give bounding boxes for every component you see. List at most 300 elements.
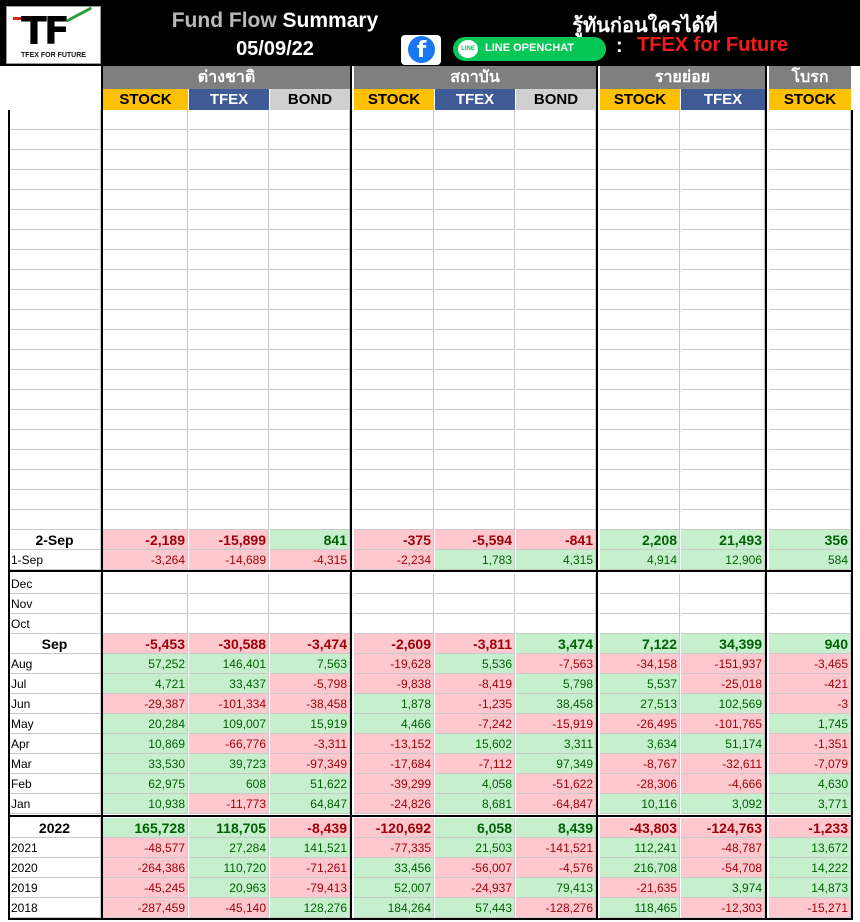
value-cell bbox=[189, 150, 269, 170]
value-cell bbox=[516, 614, 596, 634]
value-cell: 10,938 bbox=[103, 794, 188, 814]
row-label: 1-Sep bbox=[9, 550, 101, 570]
value-cell bbox=[354, 614, 434, 634]
value-cell: 3,474 bbox=[516, 634, 596, 654]
row-label bbox=[9, 230, 101, 250]
table-row bbox=[0, 654, 860, 674]
value-cell bbox=[600, 574, 680, 594]
value-cell bbox=[435, 130, 515, 150]
table-row bbox=[0, 794, 860, 814]
value-cell: -2,234 bbox=[354, 550, 434, 570]
value-cell: -5,594 bbox=[435, 530, 515, 550]
value-cell bbox=[354, 470, 434, 490]
value-cell: 7,122 bbox=[600, 634, 680, 654]
value-cell bbox=[189, 490, 269, 510]
value-cell bbox=[354, 430, 434, 450]
table-edge bbox=[8, 110, 10, 918]
value-cell bbox=[189, 574, 269, 594]
empty-row bbox=[0, 210, 860, 230]
value-cell bbox=[516, 310, 596, 330]
empty-row bbox=[0, 510, 860, 530]
tf-logo bbox=[6, 6, 101, 64]
value-cell bbox=[681, 250, 765, 270]
value-cell: -4,315 bbox=[270, 550, 350, 570]
value-cell bbox=[189, 110, 269, 130]
brand-name: TFEX for Future bbox=[637, 34, 789, 56]
value-cell: 1,878 bbox=[354, 694, 434, 714]
header-bar bbox=[0, 0, 860, 66]
value-cell bbox=[354, 510, 434, 530]
value-cell bbox=[103, 130, 188, 150]
value-cell bbox=[435, 350, 515, 370]
value-cell bbox=[681, 490, 765, 510]
row-label: Nov bbox=[9, 594, 101, 614]
value-cell: 3,092 bbox=[681, 794, 765, 814]
value-cell bbox=[270, 210, 350, 230]
value-cell bbox=[354, 290, 434, 310]
value-cell: 128,276 bbox=[270, 898, 350, 918]
table-row bbox=[0, 754, 860, 774]
value-cell: 33,437 bbox=[189, 674, 269, 694]
value-cell: 15,919 bbox=[270, 714, 350, 734]
value-cell: 110,720 bbox=[189, 858, 269, 878]
value-cell bbox=[354, 574, 434, 594]
value-cell bbox=[103, 614, 188, 634]
table-row bbox=[0, 734, 860, 754]
value-cell bbox=[769, 594, 851, 614]
row-label bbox=[9, 130, 101, 150]
value-cell: 3,974 bbox=[681, 878, 765, 898]
line-icon: LINE bbox=[458, 40, 478, 58]
value-cell bbox=[681, 450, 765, 470]
value-cell bbox=[769, 190, 851, 210]
value-cell: -56,007 bbox=[435, 858, 515, 878]
value-cell bbox=[681, 350, 765, 370]
value-cell: -8,419 bbox=[435, 674, 515, 694]
value-cell: 21,493 bbox=[681, 530, 765, 550]
value-cell bbox=[516, 290, 596, 310]
value-cell: 97,349 bbox=[516, 754, 596, 774]
value-cell bbox=[600, 490, 680, 510]
value-cell: -2,189 bbox=[103, 530, 188, 550]
row-label bbox=[9, 150, 101, 170]
value-cell: -24,937 bbox=[435, 878, 515, 898]
row-label bbox=[9, 170, 101, 190]
row-label: 2021 bbox=[9, 838, 101, 858]
value-cell: -54,708 bbox=[681, 858, 765, 878]
value-cell bbox=[681, 410, 765, 430]
value-cell bbox=[769, 130, 851, 150]
value-cell bbox=[103, 574, 188, 594]
value-cell bbox=[435, 390, 515, 410]
title-part-1: Fund Flow bbox=[171, 9, 277, 32]
value-cell: 21,503 bbox=[435, 838, 515, 858]
value-cell bbox=[103, 390, 188, 410]
value-cell: 4,315 bbox=[516, 550, 596, 570]
value-cell bbox=[516, 450, 596, 470]
value-cell bbox=[516, 230, 596, 250]
section-divider bbox=[8, 570, 853, 572]
value-cell bbox=[435, 270, 515, 290]
value-cell: 34,399 bbox=[681, 634, 765, 654]
value-cell: -3,311 bbox=[270, 734, 350, 754]
value-cell bbox=[103, 594, 188, 614]
value-cell: -7,563 bbox=[516, 654, 596, 674]
row-label bbox=[9, 410, 101, 430]
value-cell: 33,456 bbox=[354, 858, 434, 878]
value-cell bbox=[516, 574, 596, 594]
value-cell bbox=[600, 470, 680, 490]
value-cell bbox=[189, 190, 269, 210]
value-cell bbox=[681, 574, 765, 594]
value-cell bbox=[435, 510, 515, 530]
value-cell bbox=[516, 350, 596, 370]
row-label bbox=[9, 210, 101, 230]
section-divider bbox=[8, 918, 853, 920]
value-cell bbox=[354, 310, 434, 330]
value-cell: 7,563 bbox=[270, 654, 350, 674]
table-row bbox=[0, 878, 860, 898]
value-cell bbox=[270, 370, 350, 390]
value-cell: 27,284 bbox=[189, 838, 269, 858]
value-cell bbox=[516, 150, 596, 170]
value-cell: -375 bbox=[354, 530, 434, 550]
value-cell bbox=[189, 614, 269, 634]
value-cell bbox=[769, 150, 851, 170]
value-cell: -45,140 bbox=[189, 898, 269, 918]
value-cell bbox=[769, 370, 851, 390]
line-openchat-link[interactable] bbox=[453, 37, 606, 61]
value-cell bbox=[769, 110, 851, 130]
value-cell: -97,349 bbox=[270, 754, 350, 774]
value-cell bbox=[681, 330, 765, 350]
value-cell bbox=[103, 350, 188, 370]
value-cell: -5,798 bbox=[270, 674, 350, 694]
value-cell: 608 bbox=[189, 774, 269, 794]
value-cell bbox=[270, 190, 350, 210]
table-row bbox=[0, 674, 860, 694]
value-cell bbox=[769, 330, 851, 350]
value-cell: -79,413 bbox=[270, 878, 350, 898]
value-cell bbox=[435, 470, 515, 490]
value-cell bbox=[103, 510, 188, 530]
value-cell bbox=[189, 250, 269, 270]
value-cell: -48,787 bbox=[681, 838, 765, 858]
value-cell: 5,798 bbox=[516, 674, 596, 694]
value-cell bbox=[435, 250, 515, 270]
row-label bbox=[9, 470, 101, 490]
value-cell bbox=[600, 170, 680, 190]
value-cell: -71,261 bbox=[270, 858, 350, 878]
value-cell bbox=[769, 350, 851, 370]
column-header-bond: BOND bbox=[516, 89, 596, 110]
value-cell bbox=[600, 110, 680, 130]
value-cell bbox=[769, 210, 851, 230]
value-cell bbox=[354, 370, 434, 390]
value-cell bbox=[600, 290, 680, 310]
value-cell: -26,495 bbox=[600, 714, 680, 734]
value-cell: -2,609 bbox=[354, 634, 434, 654]
value-cell bbox=[600, 130, 680, 150]
group-divider bbox=[596, 66, 598, 918]
value-cell: -3 bbox=[769, 694, 851, 714]
value-cell: 940 bbox=[769, 634, 851, 654]
value-cell bbox=[103, 110, 188, 130]
empty-row bbox=[0, 330, 860, 350]
value-cell bbox=[769, 410, 851, 430]
value-cell bbox=[354, 350, 434, 370]
value-cell: 64,847 bbox=[270, 794, 350, 814]
value-cell: 51,174 bbox=[681, 734, 765, 754]
row-label: Apr bbox=[9, 734, 101, 754]
table-row bbox=[0, 774, 860, 794]
value-cell bbox=[270, 130, 350, 150]
value-cell bbox=[435, 170, 515, 190]
value-cell: 1,745 bbox=[769, 714, 851, 734]
value-cell bbox=[600, 430, 680, 450]
value-cell bbox=[435, 110, 515, 130]
value-cell bbox=[681, 170, 765, 190]
value-cell bbox=[769, 230, 851, 250]
value-cell: 20,963 bbox=[189, 878, 269, 898]
value-cell: -48,577 bbox=[103, 838, 188, 858]
value-cell bbox=[516, 390, 596, 410]
value-cell: -421 bbox=[769, 674, 851, 694]
value-cell: -7,079 bbox=[769, 754, 851, 774]
value-cell bbox=[600, 230, 680, 250]
value-cell: -32,611 bbox=[681, 754, 765, 774]
value-cell bbox=[600, 310, 680, 330]
value-cell bbox=[769, 170, 851, 190]
group-header: โบรก bbox=[769, 66, 851, 89]
value-cell bbox=[769, 310, 851, 330]
value-cell: -287,459 bbox=[103, 898, 188, 918]
value-cell: -3,465 bbox=[769, 654, 851, 674]
value-cell: 841 bbox=[270, 530, 350, 550]
row-label bbox=[9, 250, 101, 270]
value-cell bbox=[600, 190, 680, 210]
value-cell bbox=[270, 594, 350, 614]
empty-row bbox=[0, 170, 860, 190]
slogan: รู้ทันก่อนใครได้ที่ bbox=[572, 15, 718, 37]
value-cell: 4,466 bbox=[354, 714, 434, 734]
value-cell: -3,474 bbox=[270, 634, 350, 654]
value-cell: 57,443 bbox=[435, 898, 515, 918]
value-cell: -101,765 bbox=[681, 714, 765, 734]
value-cell bbox=[769, 490, 851, 510]
empty-row bbox=[0, 190, 860, 210]
value-cell bbox=[600, 510, 680, 530]
value-cell bbox=[681, 594, 765, 614]
value-cell: -264,386 bbox=[103, 858, 188, 878]
column-header-bond: BOND bbox=[270, 89, 350, 110]
group-header: สถาบัน bbox=[354, 66, 596, 89]
value-cell bbox=[516, 330, 596, 350]
column-header-tfex: TFEX bbox=[681, 89, 765, 110]
value-cell: -38,458 bbox=[270, 694, 350, 714]
value-cell bbox=[354, 390, 434, 410]
value-cell: -14,689 bbox=[189, 550, 269, 570]
column-header-stock: STOCK bbox=[769, 89, 851, 110]
value-cell bbox=[769, 470, 851, 490]
value-cell bbox=[600, 330, 680, 350]
value-cell: -1,235 bbox=[435, 694, 515, 714]
value-cell: 6,058 bbox=[435, 818, 515, 838]
value-cell bbox=[435, 594, 515, 614]
value-cell: -7,112 bbox=[435, 754, 515, 774]
value-cell bbox=[681, 270, 765, 290]
value-cell bbox=[103, 490, 188, 510]
value-cell bbox=[516, 510, 596, 530]
value-cell bbox=[270, 250, 350, 270]
value-cell bbox=[103, 410, 188, 430]
value-cell bbox=[681, 190, 765, 210]
value-cell: 4,630 bbox=[769, 774, 851, 794]
value-cell bbox=[769, 250, 851, 270]
value-cell bbox=[681, 370, 765, 390]
empty-row bbox=[0, 310, 860, 330]
value-cell: -66,776 bbox=[189, 734, 269, 754]
value-cell bbox=[600, 150, 680, 170]
value-cell bbox=[769, 430, 851, 450]
value-cell: 5,537 bbox=[600, 674, 680, 694]
value-cell bbox=[270, 330, 350, 350]
value-cell bbox=[189, 210, 269, 230]
value-cell bbox=[270, 614, 350, 634]
value-cell: 79,413 bbox=[516, 878, 596, 898]
value-cell: 39,723 bbox=[189, 754, 269, 774]
value-cell: 13,672 bbox=[769, 838, 851, 858]
value-cell: 33,530 bbox=[103, 754, 188, 774]
empty-row bbox=[0, 150, 860, 170]
value-cell bbox=[189, 370, 269, 390]
value-cell bbox=[435, 310, 515, 330]
row-label: Feb bbox=[9, 774, 101, 794]
value-cell bbox=[189, 290, 269, 310]
value-cell bbox=[769, 450, 851, 470]
row-label bbox=[9, 350, 101, 370]
empty-row bbox=[0, 270, 860, 290]
value-cell: -841 bbox=[516, 530, 596, 550]
value-cell bbox=[103, 470, 188, 490]
value-cell bbox=[354, 270, 434, 290]
empty-row bbox=[0, 430, 860, 450]
value-cell: -45,245 bbox=[103, 878, 188, 898]
value-cell bbox=[600, 210, 680, 230]
value-cell bbox=[354, 150, 434, 170]
value-cell: -12,303 bbox=[681, 898, 765, 918]
value-cell bbox=[189, 594, 269, 614]
value-cell: -17,684 bbox=[354, 754, 434, 774]
value-cell: 109,007 bbox=[189, 714, 269, 734]
row-label bbox=[9, 110, 101, 130]
value-cell bbox=[189, 450, 269, 470]
facebook-link[interactable] bbox=[401, 35, 441, 65]
value-cell bbox=[189, 470, 269, 490]
value-cell: 1,783 bbox=[435, 550, 515, 570]
column-header-stock: STOCK bbox=[103, 89, 188, 110]
row-label bbox=[9, 270, 101, 290]
value-cell bbox=[103, 190, 188, 210]
row-label: May bbox=[9, 714, 101, 734]
value-cell: -4,576 bbox=[516, 858, 596, 878]
value-cell bbox=[769, 390, 851, 410]
value-cell bbox=[270, 170, 350, 190]
section-divider bbox=[8, 815, 853, 817]
row-label: 2022 bbox=[9, 818, 101, 838]
value-cell bbox=[354, 330, 434, 350]
value-cell bbox=[435, 430, 515, 450]
value-cell bbox=[681, 130, 765, 150]
value-cell bbox=[354, 190, 434, 210]
value-cell bbox=[435, 330, 515, 350]
row-label: Oct bbox=[9, 614, 101, 634]
value-cell bbox=[516, 190, 596, 210]
empty-row bbox=[0, 490, 860, 510]
value-cell bbox=[600, 390, 680, 410]
report-date: 05/09/22 bbox=[236, 38, 314, 60]
value-cell bbox=[189, 510, 269, 530]
value-cell bbox=[270, 510, 350, 530]
value-cell: -3,264 bbox=[103, 550, 188, 570]
value-cell: -4,666 bbox=[681, 774, 765, 794]
value-cell bbox=[600, 594, 680, 614]
value-cell: -25,018 bbox=[681, 674, 765, 694]
value-cell bbox=[516, 170, 596, 190]
value-cell: 10,116 bbox=[600, 794, 680, 814]
value-cell bbox=[354, 230, 434, 250]
title-part-2: Summary bbox=[282, 9, 379, 32]
table-row bbox=[0, 634, 860, 654]
value-cell: 51,622 bbox=[270, 774, 350, 794]
value-cell bbox=[600, 614, 680, 634]
value-cell: -51,622 bbox=[516, 774, 596, 794]
empty-row bbox=[0, 230, 860, 250]
row-label: 2018 bbox=[9, 898, 101, 918]
value-cell: 216,708 bbox=[600, 858, 680, 878]
value-cell: -34,158 bbox=[600, 654, 680, 674]
value-cell: 102,569 bbox=[681, 694, 765, 714]
row-label: Sep bbox=[9, 634, 101, 654]
value-cell: -5,453 bbox=[103, 634, 188, 654]
brand-separator: : bbox=[616, 35, 623, 57]
group-divider bbox=[101, 66, 103, 918]
table-row bbox=[0, 898, 860, 918]
value-cell bbox=[681, 390, 765, 410]
value-cell: -19,628 bbox=[354, 654, 434, 674]
facebook-icon: f bbox=[408, 36, 435, 63]
empty-row bbox=[0, 350, 860, 370]
value-cell bbox=[270, 150, 350, 170]
value-cell: 2,208 bbox=[600, 530, 680, 550]
value-cell bbox=[354, 110, 434, 130]
value-cell bbox=[189, 170, 269, 190]
value-cell bbox=[435, 370, 515, 390]
value-cell bbox=[681, 230, 765, 250]
line-openchat-label: LINE OPENCHAT bbox=[485, 42, 575, 54]
row-label: Mar bbox=[9, 754, 101, 774]
value-cell bbox=[103, 210, 188, 230]
value-cell: 38,458 bbox=[516, 694, 596, 714]
value-cell: -3,811 bbox=[435, 634, 515, 654]
value-cell bbox=[435, 150, 515, 170]
value-cell bbox=[516, 490, 596, 510]
value-cell bbox=[354, 450, 434, 470]
value-cell bbox=[600, 370, 680, 390]
value-cell bbox=[354, 210, 434, 230]
value-cell bbox=[435, 450, 515, 470]
value-cell bbox=[103, 330, 188, 350]
